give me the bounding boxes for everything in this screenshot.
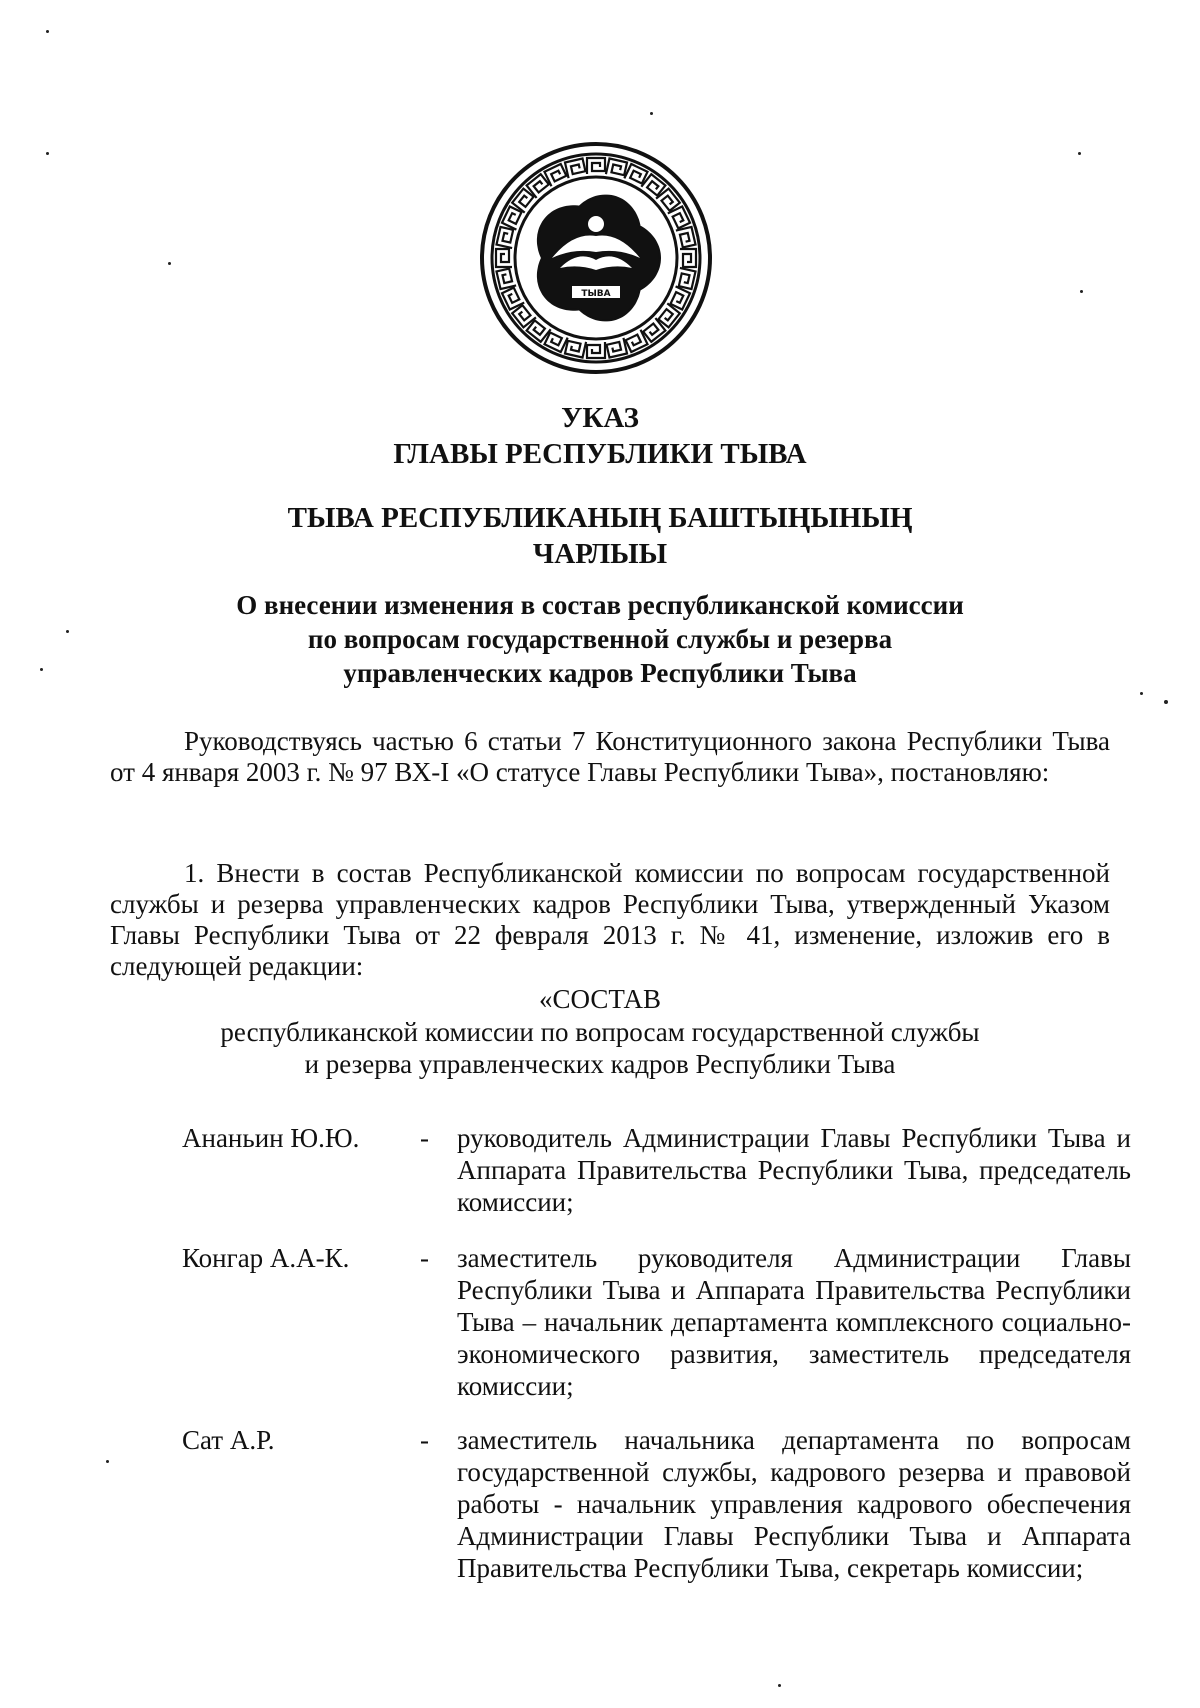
scan-speck bbox=[40, 668, 43, 671]
sostav-heading: «СОСТАВ bbox=[538, 984, 661, 1014]
member-role: заместитель начальника департамента по вопросам государственной службы, кадрового резерва и правовой работы - начальник управления кадрового обеспечения Администрации Главы Республики Тыва и Аппарата Правительства Республики Тыва, секретарь комиссии; bbox=[457, 1425, 1131, 1583]
scan-speck bbox=[1164, 700, 1168, 704]
scan-speck bbox=[168, 262, 171, 265]
sostav-subheading-line2: и резерва управленческих кадров Республики Тыва bbox=[304, 1049, 896, 1079]
scan-speck bbox=[46, 152, 49, 155]
decree-title-line2: ГЛАВЫ РЕСПУБЛИКИ ТЫВА bbox=[393, 438, 807, 470]
member-role: заместитель руководителя Администрации Главы Республики Тыва и Аппарата Правительства Республики Тыва – начальник департамента комплексного социально-экономического развития, заместитель председателя комиссии; bbox=[457, 1243, 1131, 1401]
member-role: руководитель Администрации Главы Республики Тыва и Аппарата Правительства Республики Тыва, председатель комиссии; bbox=[457, 1123, 1131, 1217]
member-dash: - bbox=[420, 1243, 429, 1273]
subject-line2: по вопросам государственной службы и резерва bbox=[307, 624, 893, 654]
sostav-subheading-line1: республиканской комиссии по вопросам государственной службы bbox=[220, 1017, 980, 1047]
member-name: Сат А.Р. bbox=[182, 1425, 275, 1455]
scan-speck bbox=[1140, 692, 1143, 695]
coat-of-arms-emblem bbox=[478, 140, 714, 376]
member-name: Конгар А.А-К. bbox=[182, 1243, 350, 1273]
svg-text:ТЫВА: ТЫВА bbox=[581, 289, 611, 299]
item-1-text: 1. Внести в состав Республиканской комиссии по вопросам государственной службы и резерва управленческих кадров Республики Тыва, утвержденный Указом Главы Республики Тыва от 22 февраля 2013 г. № 41, изменение, изложив его в следующей редакции: bbox=[110, 858, 1110, 981]
member-dash: - bbox=[420, 1123, 429, 1153]
member-name: Ананьин Ю.Ю. bbox=[182, 1123, 360, 1153]
preamble-text: Руководствуясь частью 6 статьи 7 Конституционного закона Республики Тыва от 4 января 2003 г. № 97 ВХ-I «О статусе Главы Республики Тыва», постановляю: bbox=[110, 726, 1110, 787]
subject-line3: управленческих кадров Республики Тыва bbox=[343, 658, 857, 688]
decree-subject bbox=[100, 588, 1100, 690]
scan-speck bbox=[1080, 290, 1083, 293]
preamble-paragraph bbox=[110, 726, 1110, 788]
scan-speck bbox=[778, 1684, 781, 1687]
sostav-subheading bbox=[100, 1016, 1100, 1080]
tuvan-title-line2: ЧАРЛЫЫ bbox=[532, 538, 668, 570]
member-dash: - bbox=[420, 1425, 429, 1455]
scan-speck bbox=[1078, 152, 1081, 155]
scan-speck bbox=[106, 1460, 109, 1463]
subject-line1: О внесении изменения в состав республиканской комиссии bbox=[236, 590, 964, 620]
tuvan-title bbox=[100, 500, 1100, 572]
scan-speck bbox=[650, 112, 653, 115]
scan-speck bbox=[66, 630, 69, 633]
scan-speck bbox=[46, 30, 49, 33]
decree-title bbox=[100, 400, 1100, 472]
item-1-paragraph bbox=[110, 858, 1110, 982]
decree-title-line1: УКАЗ bbox=[561, 402, 639, 434]
tuvan-title-line1: ТЫВА РЕСПУБЛИКАНЫҢ БАШТЫҢЫНЫҢ bbox=[287, 502, 913, 534]
